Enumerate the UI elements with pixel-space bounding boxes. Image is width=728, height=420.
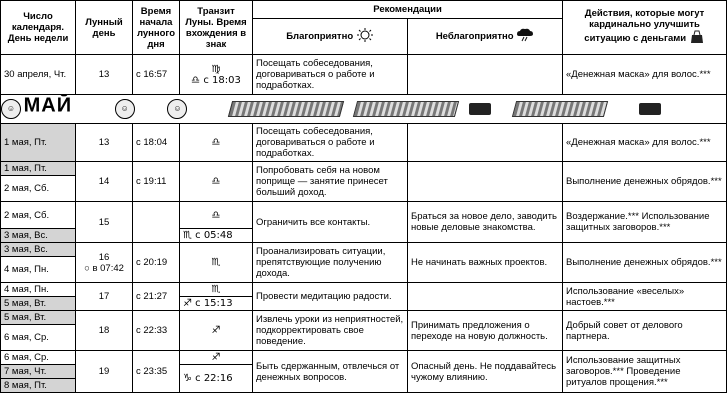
date-may2-b: 2 мая, Сб. — [1, 202, 76, 229]
date-apr30: 30 апреля, Чт. — [1, 55, 76, 95]
header-actions — [563, 1, 727, 55]
lunar-day: 17 — [76, 283, 133, 311]
date-may5: 5 мая, Вт. — [1, 297, 76, 311]
header-transit: Транзит Луны. Время вхождения в знак — [180, 1, 253, 55]
figure-icon: ☺ — [1, 99, 21, 119]
header-lunar-day: Лунный день — [76, 1, 133, 55]
lunar-day: 13 — [76, 55, 133, 95]
header-start-time: Время начала лунного дня — [133, 1, 180, 55]
banknotes-icon — [353, 101, 459, 117]
transit-sign: ♏ — [180, 283, 253, 297]
date-may5-b: 5 мая, Вт. — [1, 311, 76, 325]
date-may4-b: 4 мая, Пн. — [1, 283, 76, 297]
month-label: МАЙ — [23, 94, 73, 117]
transit-sign: ♎ — [180, 124, 253, 162]
action-text: Добрый совет от делового партнера. — [563, 311, 727, 351]
action-text: Воздержание.*** Использование защитных заговоров.*** — [563, 202, 727, 243]
coins-icon — [469, 103, 491, 115]
date-may8: 8 мая, Пт. — [1, 379, 76, 393]
transit-entry: ♐ с 15:13 — [180, 297, 253, 311]
bad-text — [408, 283, 563, 311]
date-may3-b: 3 мая, Вс. — [1, 243, 76, 257]
banknotes-icon — [228, 101, 344, 117]
lunar-day — [76, 243, 133, 283]
transit-sign: ♎ — [180, 162, 253, 202]
bad-text: Принимать предложения о переходе на новую должность. — [408, 311, 563, 351]
full-moon-note: ○ в 07:42 — [84, 262, 124, 274]
good-text: Посещать собеседования, договариваться о работе и подработках. — [253, 124, 408, 162]
good-text: Извлечь уроки из неприятностей, подкорректировать свое поведение. — [253, 311, 408, 351]
transit-entry: ♑ с 22:16 — [180, 365, 253, 393]
good-text: Посещать собеседования, договариваться о работе и подработках. — [253, 55, 408, 95]
start-time: с 18:04 — [133, 124, 180, 162]
start-time — [133, 202, 180, 243]
start-time: с 23:35 — [133, 351, 180, 393]
start-time: с 21:27 — [133, 283, 180, 311]
bad-text: Опасный день. Не поддавайтесь чужому влиянию. — [408, 351, 563, 393]
header-good — [253, 19, 408, 55]
action-text: «Денежная маска» для волос.*** — [563, 124, 727, 162]
good-text: Быть сдержанным, отвлечься от денежных вопросов. — [253, 351, 408, 393]
header-actions-text: Действия, которые могут кардинально улучшить ситуацию с деньгами — [584, 8, 705, 45]
bad-text — [408, 55, 563, 95]
transit — [180, 55, 253, 95]
lunar-day: 19 — [76, 351, 133, 393]
action-text: «Денежная маска» для волос.*** — [563, 55, 727, 95]
header-recommendations: Рекомендации — [253, 1, 563, 19]
good-text: Провести медитацию радости. — [253, 283, 408, 311]
start-time: с 22:33 — [133, 311, 180, 351]
good-text: Попробовать себя на новом поприще — занятие принесет больший доход. — [253, 162, 408, 202]
figure-icon: ☺ — [167, 99, 187, 119]
bad-text — [408, 124, 563, 162]
date-may3: 3 мая, Вс. — [1, 229, 76, 243]
transit-sign: ♏ — [180, 243, 253, 283]
date-may1-b: 1 мая, Пт. — [1, 162, 76, 176]
start-time: с 20:19 — [133, 243, 180, 283]
banknotes-icon — [512, 101, 608, 117]
transit-sign: ♍ — [211, 63, 221, 75]
lunar-day: 14 — [76, 162, 133, 202]
transit-entry: ♎ с 18:03 — [191, 74, 241, 86]
lunar-day: 15 — [76, 202, 133, 243]
lunar-day-number: 16 — [98, 251, 110, 263]
figure-icon: ☺ — [115, 99, 135, 119]
lunar-day: 13 — [76, 124, 133, 162]
date-may7: 7 мая, Чт. — [1, 365, 76, 379]
start-time: с 16:57 — [133, 55, 180, 95]
date-may1: 1 мая, Пт. — [1, 124, 76, 162]
date-may2: 2 мая, Сб. — [1, 176, 76, 202]
header-date: Число календаря. День недели — [1, 1, 76, 55]
transit-sign: ♐ — [180, 351, 253, 365]
start-time: с 19:11 — [133, 162, 180, 202]
date-may4: 4 мая, Пн. — [1, 257, 76, 283]
action-text: Выполнение денежных обрядов.*** — [563, 243, 727, 283]
bad-text: Не начинать важных проектов. — [408, 243, 563, 283]
action-text: Использование защитных заговоров.*** Проведение ритуалов прощения.*** — [563, 351, 727, 393]
action-text: Использование «веселых» настоев.*** — [563, 283, 727, 311]
transit-entry: ♏ с 05:48 — [180, 229, 253, 243]
sun-icon — [356, 28, 374, 45]
header-bad-text: Неблагоприятно — [435, 31, 514, 43]
header-good-text: Благоприятно — [286, 31, 354, 43]
good-text: Ограничить все контакты. — [253, 202, 408, 243]
month-banner — [1, 95, 727, 124]
good-text: Проанализировать ситуации, препятствующие получению дохода. — [253, 243, 408, 283]
lunar-day: 18 — [76, 311, 133, 351]
date-may6-b: 6 мая, Ср. — [1, 351, 76, 365]
transit-sign: ♎ — [180, 202, 253, 229]
bad-text — [408, 162, 563, 202]
storm-cloud-icon — [516, 28, 534, 45]
action-text: Выполнение денежных обрядов.*** — [563, 162, 727, 202]
header-bad — [408, 19, 563, 55]
date-may6: 6 мая, Ср. — [1, 325, 76, 351]
transit-sign: ♐ — [180, 311, 253, 351]
coins-icon — [639, 103, 661, 115]
money-bag-icon — [689, 30, 705, 47]
bad-text: Браться за новое дело, заводить новые деловые знакомства. — [408, 202, 563, 243]
